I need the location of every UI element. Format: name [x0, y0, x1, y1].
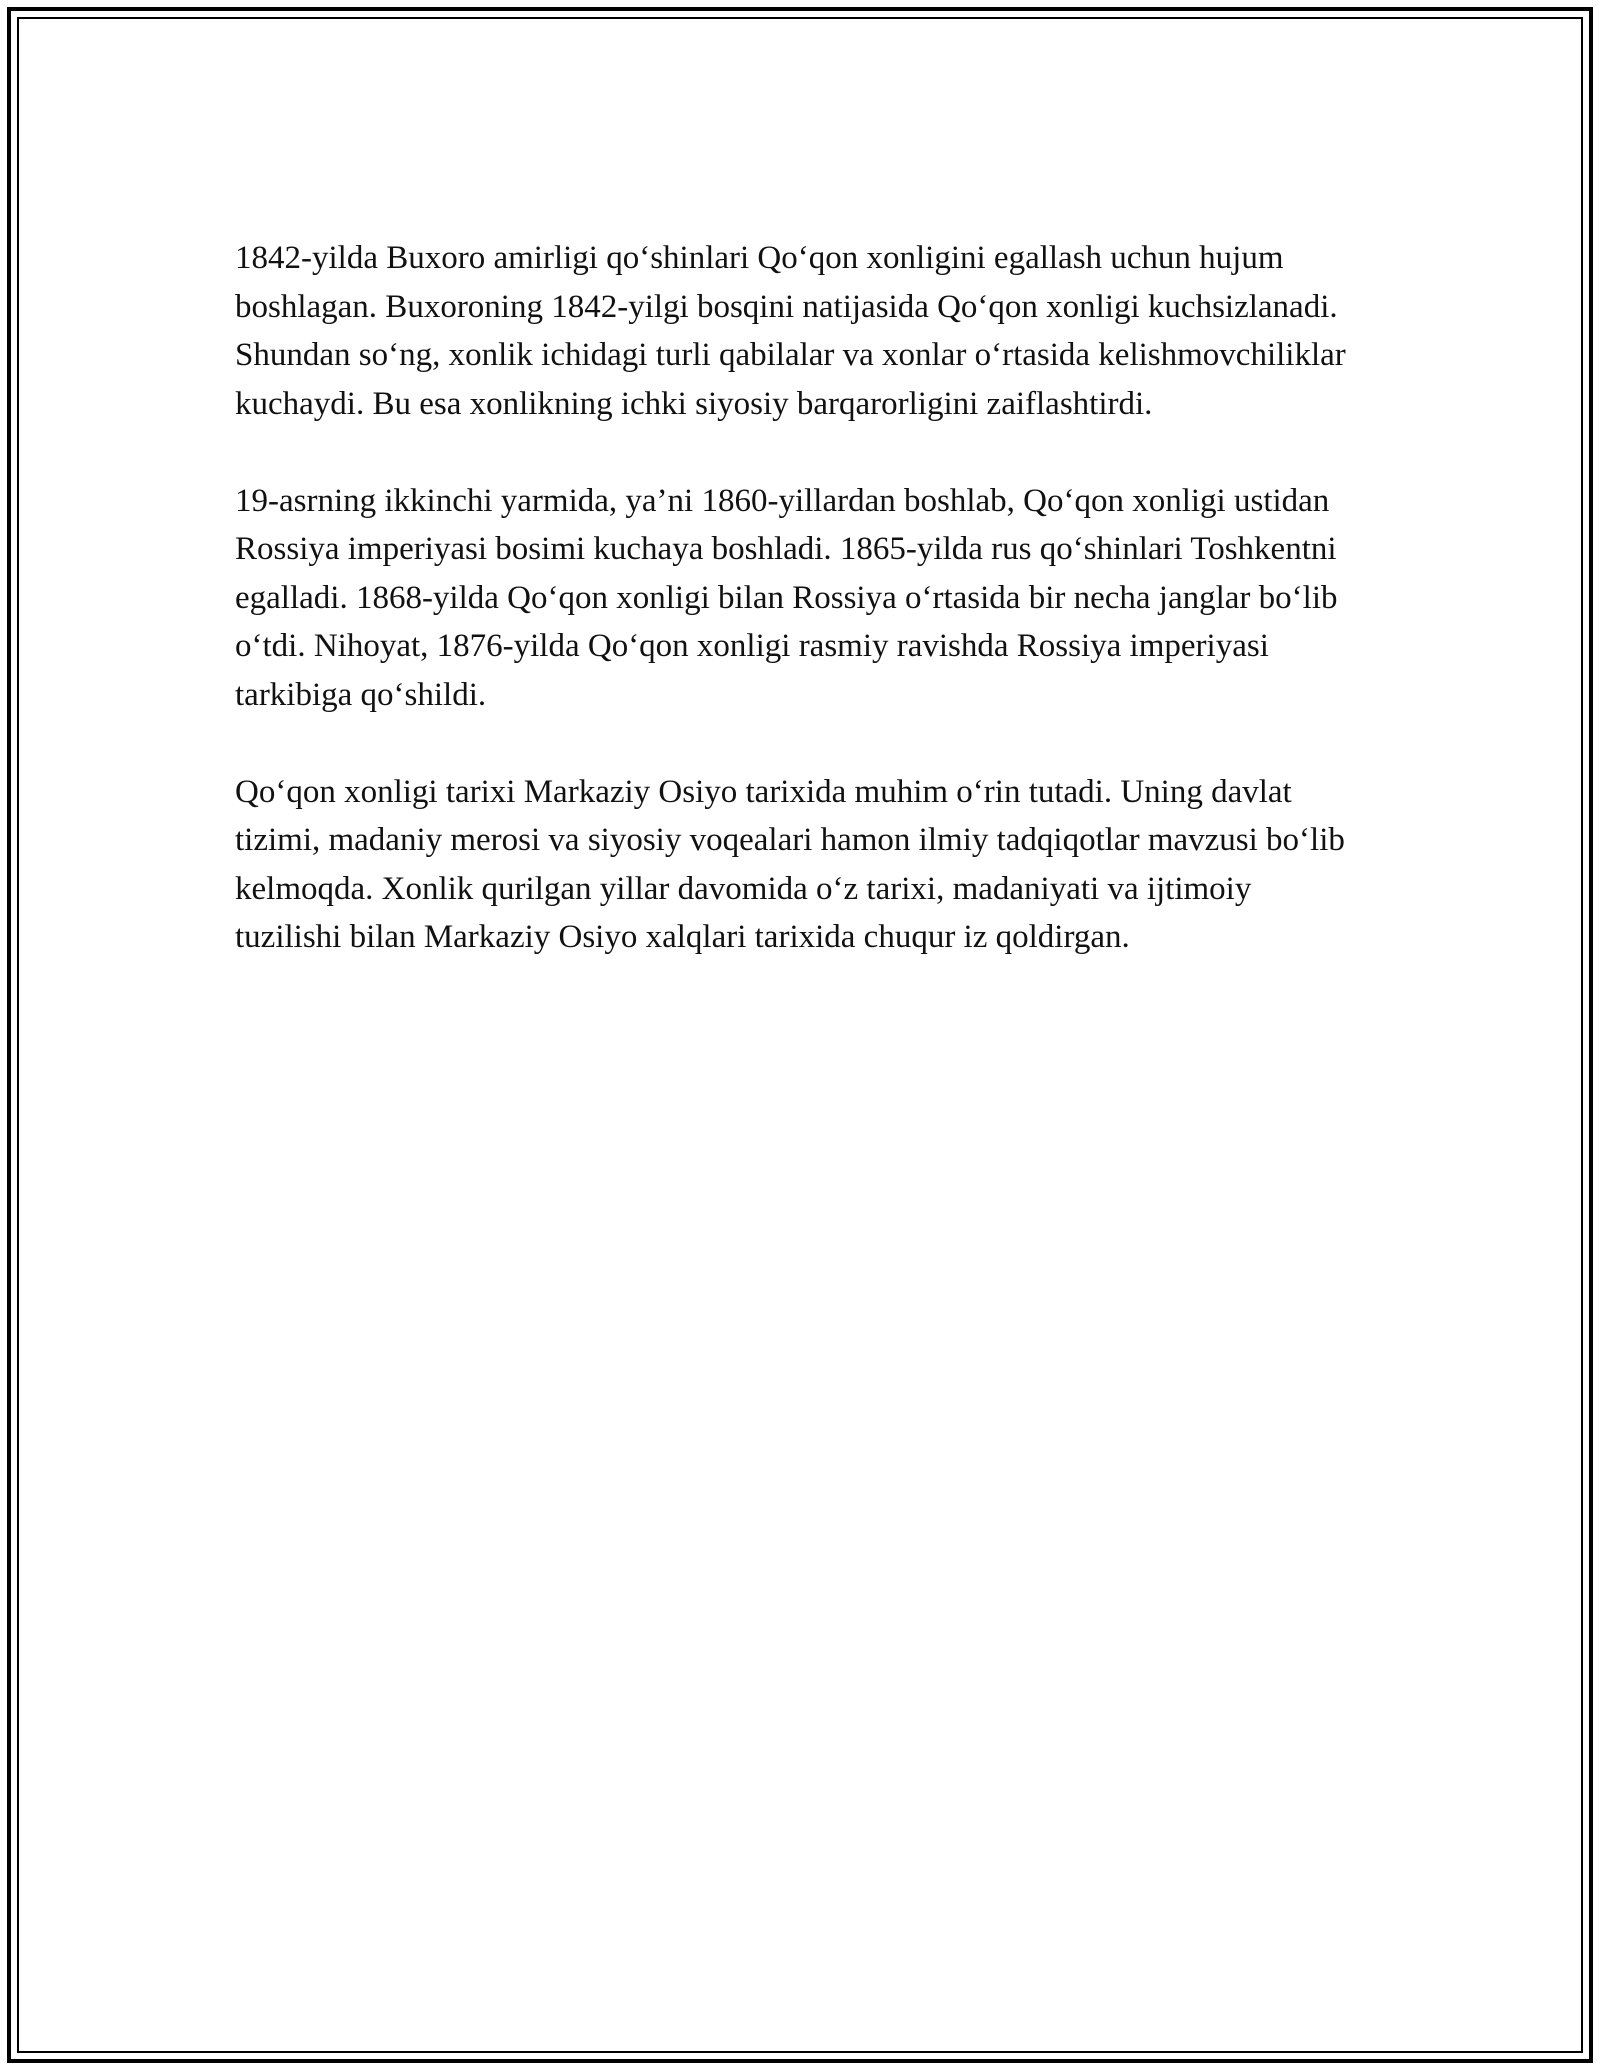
paragraph-1: 1842-yilda Buxoro amirligi qo‘shinlari Qo‘qon xonligini egallash uchun hujum boshlagan. Buxoroning 1842-yilgi bosqini natijasida Qo‘qon xonligi kuchsizlanadi. Shundan so‘ng, xonlik ichidagi turli qabilalar va xonlar o‘rtasida kelishmovchiliklar kuchaydi. Bu esa xonlikning ichki siyosiy barqarorligini zaiflashtirdi.: [235, 240, 1346, 422]
paragraph-2: 19-asrning ikkinchi yarmida, ya’ni 1860-yillardan boshlab, Qo‘qon xonligi ustidan Rossiya imperiyasi bosimi kuchaya boshladi. 1865-yilda rus qo‘shinlari Toshkentni egalladi. 1868-yilda Qo‘qon xonligi bilan Rossiya o‘rtasida bir necha janglar bo‘lib o‘tdi. Nihoyat, 1876-yilda Qo‘qon xonligi rasmiy ravishda Rossiya imperiyasi tarkibiga qo‘shildi.: [235, 482, 1338, 713]
document-body: [235, 234, 1365, 1010]
paragraph-3: Qo‘qon xonligi tarixi Markaziy Osiyo tarixida muhim o‘rin tutadi. Uning davlat tizimi, madaniy merosi va siyosiy voqealari hamon ilmiy tadqiqotlar mavzusi bo‘lib kelmoqda. Xonlik qurilgan yillar davomida o‘z tarixi, madaniyati va ijtimoiy tuzilishi bilan Markaziy Osiyo xalqlari tarixida chuqur iz qoldirgan.: [235, 773, 1345, 955]
